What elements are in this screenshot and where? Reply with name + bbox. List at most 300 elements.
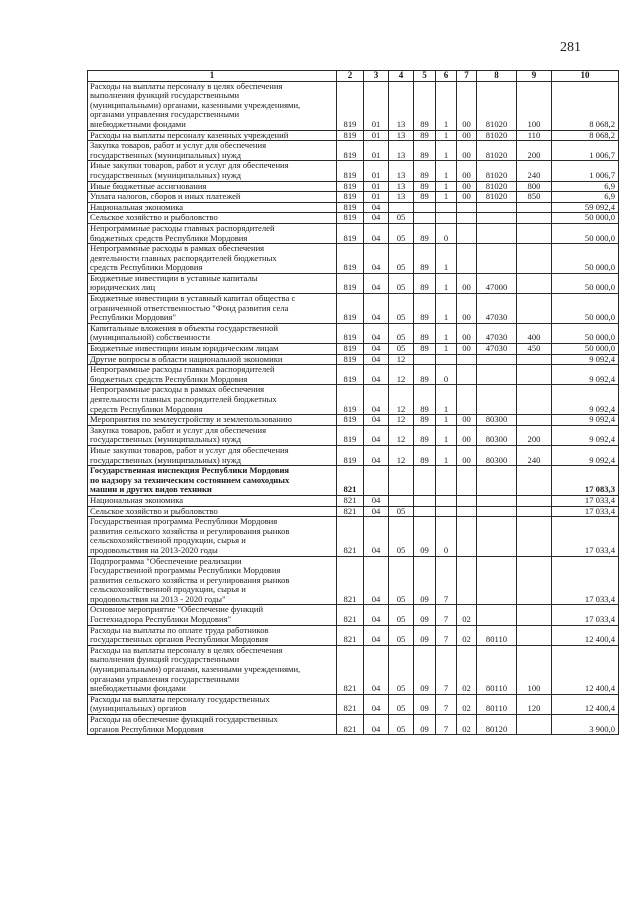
code-cell: 04 (364, 365, 389, 385)
code-cell: 89 (414, 273, 436, 293)
row-name-line: выполнения функций государственными (90, 90, 240, 101)
code-cell: 1 (436, 181, 457, 192)
code-cell (477, 495, 517, 506)
code-cell: 13 (389, 130, 414, 141)
row-name-cell (88, 556, 337, 605)
row-name-cell (88, 223, 337, 243)
code-cell: 05 (389, 625, 414, 645)
row-name-line: Основное мероприятие "Обеспечение функций (90, 604, 264, 615)
code-cell: 12 (389, 415, 414, 426)
code-cell (477, 517, 517, 556)
row-name-cell (88, 161, 337, 181)
column-header: 4 (389, 71, 414, 82)
code-cell: 80120 (477, 715, 517, 735)
code-cell: 1 (436, 141, 457, 161)
code-cell: 80110 (477, 625, 517, 645)
code-cell: 00 (457, 181, 477, 192)
table-row (88, 466, 619, 496)
row-name-line: продовольствия на 2013 - 2020 годы" (90, 593, 226, 604)
row-name-line: Сельское хозяйство и рыболовство (90, 506, 218, 516)
row-name-line: Иные бюджетные ассигнования (90, 181, 207, 191)
code-cell (517, 605, 552, 625)
code-cell: 819 (337, 202, 364, 213)
row-name-line: Расходы на выплаты персоналу государственных (90, 694, 270, 704)
code-cell: 00 (457, 130, 477, 141)
table-row (88, 425, 619, 445)
amount-cell: 6,9 (552, 192, 619, 203)
column-header: 9 (517, 71, 552, 82)
code-cell: 00 (457, 425, 477, 445)
code-cell: 1 (436, 130, 457, 141)
code-cell: 7 (436, 625, 457, 645)
row-name-line: Республики Мордовия" (90, 312, 176, 323)
code-cell: 80300 (477, 415, 517, 426)
column-header: 2 (337, 71, 364, 82)
code-cell (517, 223, 552, 243)
code-cell: 81020 (477, 141, 517, 161)
row-name-cell (88, 294, 337, 324)
amount-cell: 1 006,7 (552, 141, 619, 161)
code-cell (477, 385, 517, 415)
code-cell: 819 (337, 344, 364, 355)
code-cell: 04 (364, 605, 389, 625)
code-cell (457, 244, 477, 274)
code-cell: 04 (364, 694, 389, 714)
code-cell: 13 (389, 141, 414, 161)
column-header: 3 (364, 71, 389, 82)
row-name-cell (88, 141, 337, 161)
code-cell (414, 466, 436, 496)
row-name-line: деятельности главных распорядителей бюджетных (90, 394, 277, 404)
row-name-cell (88, 213, 337, 224)
code-cell: 13 (389, 181, 414, 192)
code-cell: 01 (364, 141, 389, 161)
code-cell: 05 (389, 294, 414, 324)
code-cell: 89 (414, 344, 436, 355)
row-name-line: бюджетных средств Республики Мордовия (90, 373, 248, 384)
code-cell: 04 (364, 323, 389, 343)
code-cell: 821 (337, 715, 364, 735)
code-cell (477, 223, 517, 243)
code-cell: 00 (457, 415, 477, 426)
code-cell: 89 (414, 294, 436, 324)
code-cell: 89 (414, 161, 436, 181)
amount-cell: 9 092,4 (552, 445, 619, 465)
row-name-line: Расходы на обеспечение функций государственных (90, 714, 278, 724)
amount-cell: 8 068,2 (552, 130, 619, 141)
table-row (88, 715, 619, 735)
code-cell: 09 (414, 517, 436, 556)
table-row (88, 385, 619, 415)
row-name-line: сельскохозяйственной продукции, сырья и (90, 535, 246, 546)
row-name-cell (88, 506, 337, 517)
code-cell: 100 (517, 645, 552, 694)
row-name-line: Мероприятия по землеустройству и землепользованию (90, 414, 292, 425)
code-cell: 89 (414, 223, 436, 243)
code-cell (517, 354, 552, 365)
row-name-line: Национальная экономика (90, 495, 184, 505)
code-cell: 05 (389, 344, 414, 355)
code-cell: 1 (436, 425, 457, 445)
row-name-line: Непрограммные расходы в рамках обеспечения (90, 243, 265, 254)
code-cell (477, 365, 517, 385)
code-cell: 05 (389, 715, 414, 735)
code-cell: 09 (414, 605, 436, 625)
amount-cell: 59 092,4 (552, 202, 619, 213)
row-name-cell (88, 323, 337, 343)
code-cell: 47000 (477, 273, 517, 293)
code-cell: 01 (364, 130, 389, 141)
code-cell (517, 244, 552, 274)
code-cell: 00 (457, 273, 477, 293)
code-cell: 00 (457, 344, 477, 355)
code-cell: 47030 (477, 294, 517, 324)
code-cell: 1 (436, 192, 457, 203)
row-name-line: выполнения функций государственными (90, 654, 240, 665)
code-cell: 821 (337, 495, 364, 506)
code-cell: 04 (364, 506, 389, 517)
code-cell: 05 (389, 694, 414, 714)
code-cell: 819 (337, 354, 364, 365)
row-name-line: деятельности главных распорядителей бюджетных (90, 252, 277, 263)
code-cell: 819 (337, 244, 364, 274)
code-cell: 00 (457, 445, 477, 465)
code-cell: 09 (414, 556, 436, 605)
row-name-line: средств Республики Мордовия (90, 403, 203, 414)
code-cell: 05 (389, 323, 414, 343)
code-cell (477, 556, 517, 605)
code-cell: 00 (457, 161, 477, 181)
code-cell: 04 (364, 385, 389, 415)
amount-cell: 17 033,4 (552, 605, 619, 625)
code-cell: 01 (364, 181, 389, 192)
code-cell: 04 (364, 273, 389, 293)
code-cell: 7 (436, 605, 457, 625)
code-cell: 819 (337, 415, 364, 426)
row-name-cell (88, 365, 337, 385)
code-cell: 13 (389, 161, 414, 181)
code-cell (457, 365, 477, 385)
code-cell: 1 (436, 81, 457, 130)
code-cell: 1 (436, 415, 457, 426)
row-name-line: Расходы на выплаты персоналу в целях обеспечения (90, 645, 283, 655)
code-cell: 81020 (477, 81, 517, 130)
table-row (88, 141, 619, 161)
code-cell: 80300 (477, 425, 517, 445)
code-cell: 04 (364, 715, 389, 735)
code-cell: 81020 (477, 192, 517, 203)
row-name-cell (88, 385, 337, 415)
amount-cell: 9 092,4 (552, 354, 619, 365)
row-name-line: Государственная инспекция Республики Мордовия (90, 465, 290, 476)
table-row (88, 213, 619, 224)
code-cell: 89 (414, 130, 436, 141)
row-name-cell (88, 715, 337, 735)
code-cell (457, 506, 477, 517)
code-cell: 89 (414, 445, 436, 465)
code-cell: 80110 (477, 645, 517, 694)
code-cell: 47030 (477, 323, 517, 343)
code-cell (517, 517, 552, 556)
code-cell: 12 (389, 354, 414, 365)
code-cell: 240 (517, 161, 552, 181)
amount-cell: 9 092,4 (552, 415, 619, 426)
code-cell: 12 (389, 385, 414, 415)
column-header: 10 (552, 71, 619, 82)
code-cell (457, 213, 477, 224)
amount-cell: 50 000,0 (552, 244, 619, 274)
code-cell: 819 (337, 385, 364, 415)
table-row (88, 130, 619, 141)
code-cell: 04 (364, 645, 389, 694)
row-name-cell (88, 495, 337, 506)
code-cell (389, 202, 414, 213)
row-name-line: Государственной программы Республики Мордовия (90, 565, 281, 576)
row-name-line: (муниципальными) органами, казенными учреждениями, (90, 664, 301, 675)
code-cell: 04 (364, 223, 389, 243)
code-cell (457, 202, 477, 213)
table-row (88, 645, 619, 694)
code-cell: 1 (436, 445, 457, 465)
code-cell (436, 213, 457, 224)
row-name-line: органами управления государственными (90, 673, 240, 684)
row-name-line: Бюджетные инвестиции в уставный капитал общества с (90, 293, 296, 304)
row-name-line: средств Республики Мордовия (90, 262, 203, 273)
row-name-line: органов Республики Мордовия (90, 723, 204, 734)
amount-cell: 17 033,4 (552, 506, 619, 517)
code-cell: 819 (337, 425, 364, 445)
code-cell (436, 506, 457, 517)
row-name-line: развития сельского хозяйства и регулирования рынков (90, 574, 290, 585)
row-name-cell (88, 192, 337, 203)
amount-cell: 50 000,0 (552, 213, 619, 224)
code-cell: 02 (457, 605, 477, 625)
table-row (88, 81, 619, 130)
code-cell: 400 (517, 323, 552, 343)
code-cell: 450 (517, 344, 552, 355)
code-cell (436, 495, 457, 506)
code-cell (436, 466, 457, 496)
code-cell: 05 (389, 517, 414, 556)
code-cell: 80300 (477, 445, 517, 465)
code-cell (517, 202, 552, 213)
code-cell: 200 (517, 425, 552, 445)
code-cell (364, 466, 389, 496)
code-cell (517, 506, 552, 517)
code-cell: 7 (436, 645, 457, 694)
row-name-line: Бюджетные инвестиции иным юридическим лицам (90, 343, 279, 354)
code-cell: 09 (414, 625, 436, 645)
row-name-line: Капитальные вложения в объекты государственной (90, 323, 278, 333)
code-cell: 05 (389, 213, 414, 224)
code-cell (436, 202, 457, 213)
code-cell: 04 (364, 415, 389, 426)
code-cell: 04 (364, 244, 389, 274)
row-name-line: Бюджетные инвестиции в уставные капиталы (90, 273, 258, 283)
code-cell: 821 (337, 694, 364, 714)
amount-cell: 17 083,3 (552, 466, 619, 496)
table-row (88, 202, 619, 213)
code-cell: 81020 (477, 130, 517, 141)
code-cell: 02 (457, 694, 477, 714)
amount-cell: 50 000,0 (552, 294, 619, 324)
code-cell: 01 (364, 192, 389, 203)
row-name-line: государственных (муниципальных) нужд (90, 149, 242, 160)
row-name-cell (88, 81, 337, 130)
code-cell: 7 (436, 694, 457, 714)
code-cell: 819 (337, 223, 364, 243)
row-name-line: Расходы на выплаты персоналу казенных учреждений (90, 130, 289, 140)
code-cell: 09 (414, 694, 436, 714)
code-cell: 05 (389, 223, 414, 243)
code-cell: 819 (337, 141, 364, 161)
code-cell: 02 (457, 645, 477, 694)
code-cell (389, 495, 414, 506)
code-cell: 80110 (477, 694, 517, 714)
row-name-cell (88, 517, 337, 556)
table-row (88, 605, 619, 625)
code-cell (477, 354, 517, 365)
row-name-line: Подпрограмма "Обеспечение реализации (90, 556, 242, 566)
amount-cell: 9 092,4 (552, 425, 619, 445)
amount-cell: 9 092,4 (552, 385, 619, 415)
code-cell (457, 495, 477, 506)
row-name-cell (88, 466, 337, 496)
row-name-cell (88, 244, 337, 274)
row-name-line: внебюджетными фондами (90, 683, 186, 694)
table-row (88, 323, 619, 343)
code-cell: 89 (414, 244, 436, 274)
row-name-line: Государственная программа Республики Мордовия (90, 516, 278, 527)
column-header: 8 (477, 71, 517, 82)
code-cell (389, 466, 414, 496)
row-name-cell (88, 273, 337, 293)
code-cell: 04 (364, 354, 389, 365)
code-cell: 0 (436, 223, 457, 243)
code-cell (436, 354, 457, 365)
code-cell (457, 466, 477, 496)
table-row (88, 506, 619, 517)
row-name-cell (88, 645, 337, 694)
amount-cell: 17 033,4 (552, 517, 619, 556)
code-cell (517, 213, 552, 224)
code-cell (477, 466, 517, 496)
code-cell: 1 (436, 273, 457, 293)
amount-cell: 9 092,4 (552, 365, 619, 385)
code-cell: 81020 (477, 161, 517, 181)
code-cell (457, 385, 477, 415)
row-name-line: Гостехнадзора Республики Мордовия" (90, 614, 232, 625)
code-cell: 821 (337, 506, 364, 517)
code-cell (414, 495, 436, 506)
code-cell (457, 517, 477, 556)
row-name-cell (88, 625, 337, 645)
amount-cell: 50 000,0 (552, 344, 619, 355)
row-name-line: Другие вопросы в области национальной экономики (90, 354, 283, 364)
code-cell: 12 (389, 425, 414, 445)
amount-cell: 12 400,4 (552, 645, 619, 694)
row-name-line: Сельское хозяйство и рыболовство (90, 212, 218, 223)
table-row (88, 517, 619, 556)
code-cell (477, 202, 517, 213)
code-cell: 01 (364, 81, 389, 130)
code-cell (414, 354, 436, 365)
code-cell: 89 (414, 141, 436, 161)
code-cell: 04 (364, 556, 389, 605)
code-cell: 05 (389, 605, 414, 625)
code-cell (517, 495, 552, 506)
code-cell (414, 213, 436, 224)
code-cell: 04 (364, 213, 389, 224)
table-row (88, 192, 619, 203)
code-cell: 47030 (477, 344, 517, 355)
code-cell: 05 (389, 556, 414, 605)
row-name-cell (88, 415, 337, 426)
code-cell (414, 202, 436, 213)
code-cell (477, 506, 517, 517)
code-cell: 89 (414, 365, 436, 385)
row-name-cell (88, 605, 337, 625)
code-cell: 89 (414, 385, 436, 415)
code-cell: 1 (436, 294, 457, 324)
code-cell: 0 (436, 365, 457, 385)
amount-cell: 1 006,7 (552, 161, 619, 181)
code-cell: 02 (457, 625, 477, 645)
table-row (88, 273, 619, 293)
code-cell: 12 (389, 365, 414, 385)
table-row (88, 365, 619, 385)
code-cell: 04 (364, 202, 389, 213)
code-cell (477, 605, 517, 625)
row-name-line: (муниципальной) собственности (90, 332, 210, 343)
code-cell: 09 (414, 645, 436, 694)
row-name-line: (муниципальными) органами, казенными учреждениями, (90, 99, 301, 110)
row-name-cell (88, 694, 337, 714)
code-cell: 1 (436, 385, 457, 415)
row-name-line: (муниципальных) органов (90, 703, 187, 714)
code-cell (477, 213, 517, 224)
row-name-line: развития сельского хозяйства и регулирования рынков (90, 525, 290, 536)
code-cell: 02 (457, 715, 477, 735)
code-cell: 89 (414, 323, 436, 343)
code-cell: 821 (337, 556, 364, 605)
code-cell: 1 (436, 244, 457, 274)
code-cell (517, 385, 552, 415)
code-cell: 800 (517, 181, 552, 192)
code-cell: 819 (337, 365, 364, 385)
code-cell: 819 (337, 213, 364, 224)
code-cell: 05 (389, 645, 414, 694)
code-cell: 00 (457, 141, 477, 161)
row-name-line: Непрограммные расходы в рамках обеспечения (90, 384, 265, 395)
row-name-line: юридических лиц (90, 282, 156, 293)
code-cell: 00 (457, 323, 477, 343)
code-cell (477, 244, 517, 274)
row-name-line: Иные закупки товаров, работ и услуг для обеспечения (90, 160, 289, 171)
code-cell: 04 (364, 445, 389, 465)
code-cell: 7 (436, 556, 457, 605)
code-cell: 04 (364, 294, 389, 324)
code-cell (457, 223, 477, 243)
table-row (88, 354, 619, 365)
row-name-line: Непрограммные расходы главных распорядителей (90, 364, 275, 375)
row-name-line: сельскохозяйственной продукции, сырья и (90, 584, 246, 595)
code-cell: 240 (517, 445, 552, 465)
code-cell: 1 (436, 161, 457, 181)
row-name-line: Уплата налогов, сборов и иных платежей (90, 191, 241, 202)
code-cell: 05 (389, 273, 414, 293)
code-cell: 850 (517, 192, 552, 203)
